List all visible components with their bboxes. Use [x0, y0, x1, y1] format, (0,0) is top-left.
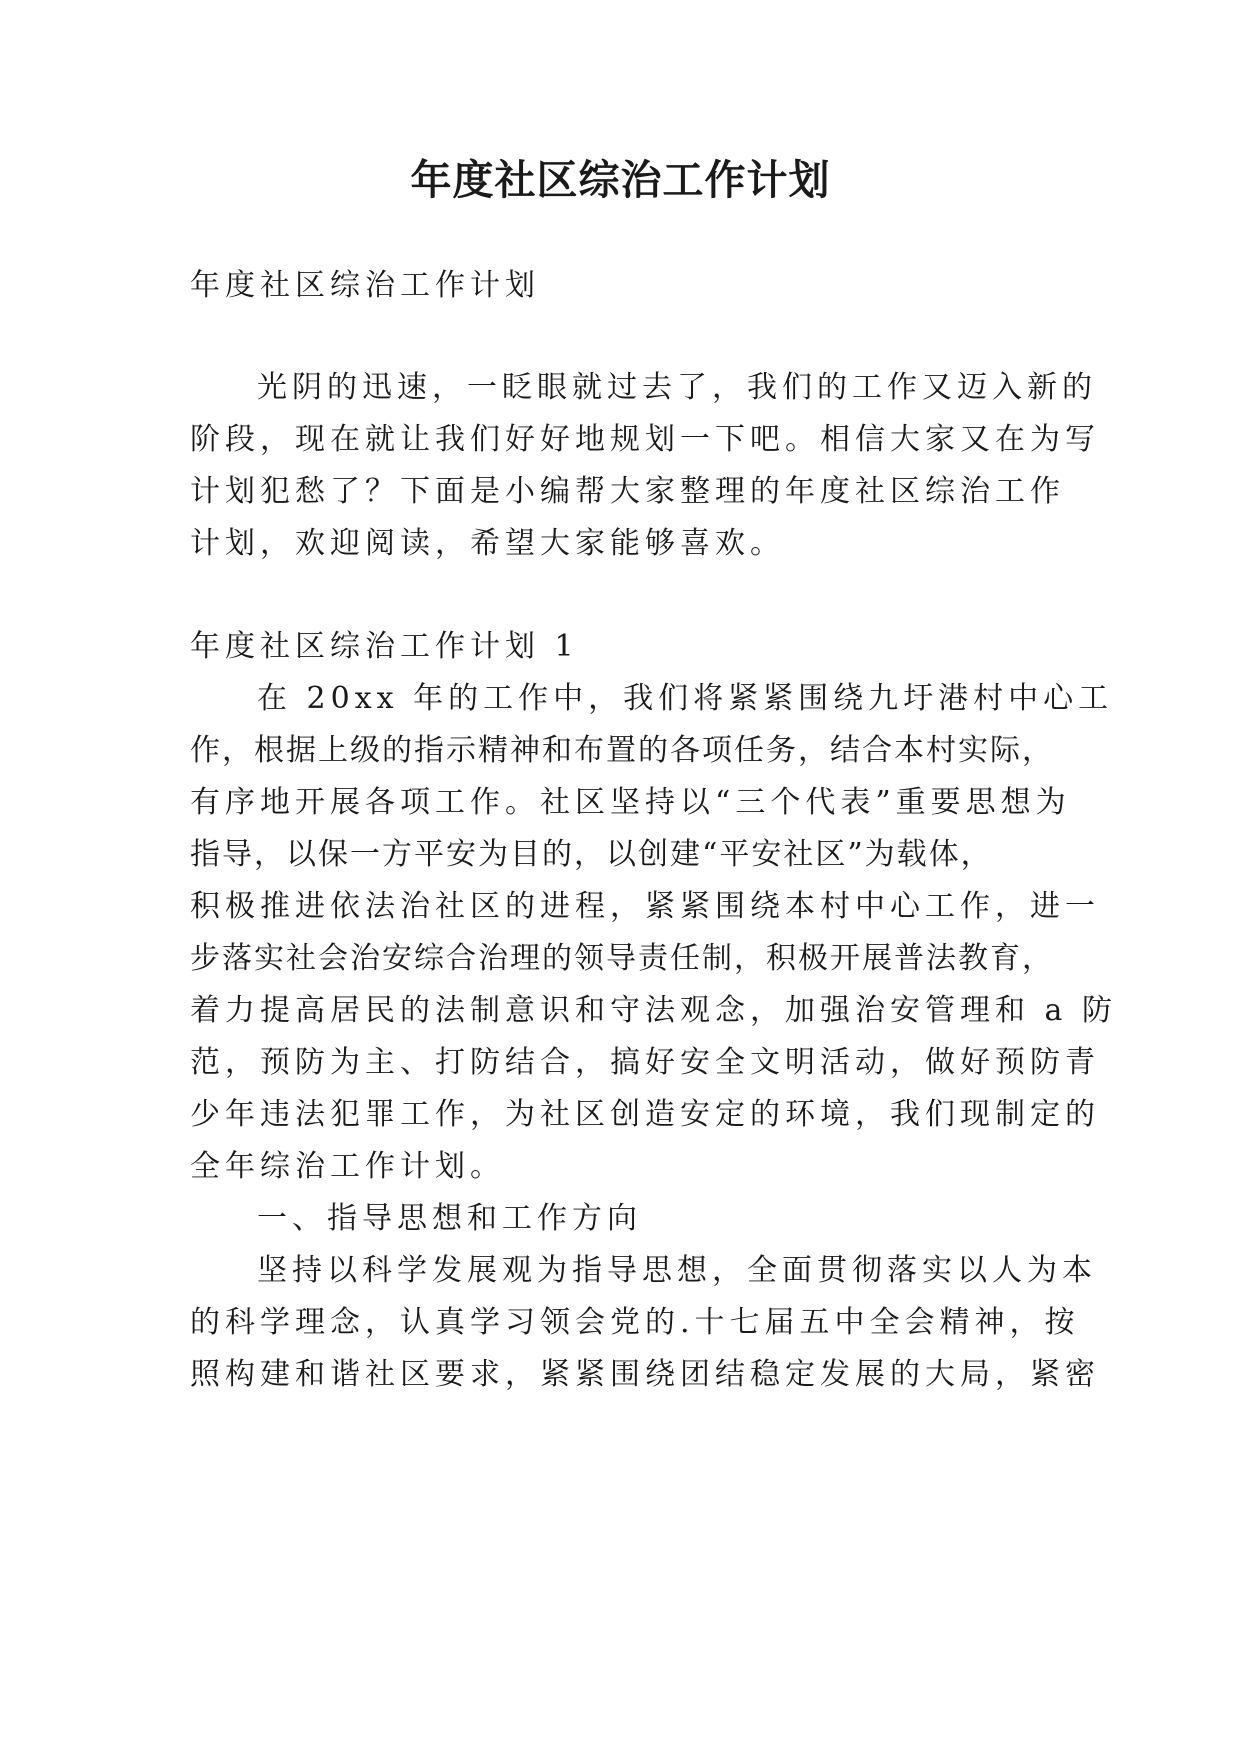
body-line: 坚持以科学发展观为指导思想，全面贯彻落实以人为本: [257, 1253, 1097, 1288]
document-subtitle: 年度社区综治工作计划: [190, 268, 540, 303]
body-line: 积极推进依法治社区的进程，紧紧围绕本村中心工作，进一: [190, 889, 1100, 924]
intro-line: 计划，欢迎阅读，希望大家能够喜欢。: [190, 526, 785, 561]
body-line: 全年综治工作计划。: [190, 1149, 505, 1184]
body-line: 范，预防为主、打防结合，搞好安全文明活动，做好预防青: [190, 1045, 1100, 1080]
heading-guiding-thought: 一、指导思想和工作方向: [257, 1201, 642, 1236]
body-line: 在 20xx 年的工作中，我们将紧紧围绕九圩港村中心工: [257, 681, 1114, 716]
section-title: 年度社区综治工作计划 1: [190, 629, 579, 664]
body-line: 少年违法犯罪工作，为社区创造安定的环境，我们现制定的: [190, 1097, 1100, 1132]
document-title: 年度社区综治工作计划: [410, 156, 831, 204]
body-line: 作，根据上级的指示精神和布置的各项任务，结合本村实际，: [190, 733, 1054, 768]
body-line: 有序地开展各项工作。社区坚持以“三个代表”重要思想为: [190, 785, 1071, 820]
body-line: 照构建和谐社区要求，紧紧围绕团结稳定发展的大局，紧密: [190, 1357, 1100, 1392]
body-line: 步落实社会治安综合治理的领导责任制，积极开展普法教育，: [190, 941, 1054, 976]
intro-line: 阶段，现在就让我们好好地规划一下吧。相信大家又在为写: [190, 422, 1100, 457]
intro-line: 计划犯愁了？下面是小编帮大家整理的年度社区综治工作: [190, 474, 1065, 509]
body-line: 指导，以保一方平安为目的，以创建“平安社区”为载体，: [190, 837, 993, 872]
body-line: 着力提高居民的法制意识和守法观念，加强治安管理和 a 防: [190, 993, 1117, 1028]
intro-line: 光阴的迅速，一眨眼就过去了，我们的工作又迈入新的: [257, 370, 1097, 405]
body-line: 的科学理念，认真学习领会党的.十七届五中全会精神，按: [190, 1305, 1080, 1340]
